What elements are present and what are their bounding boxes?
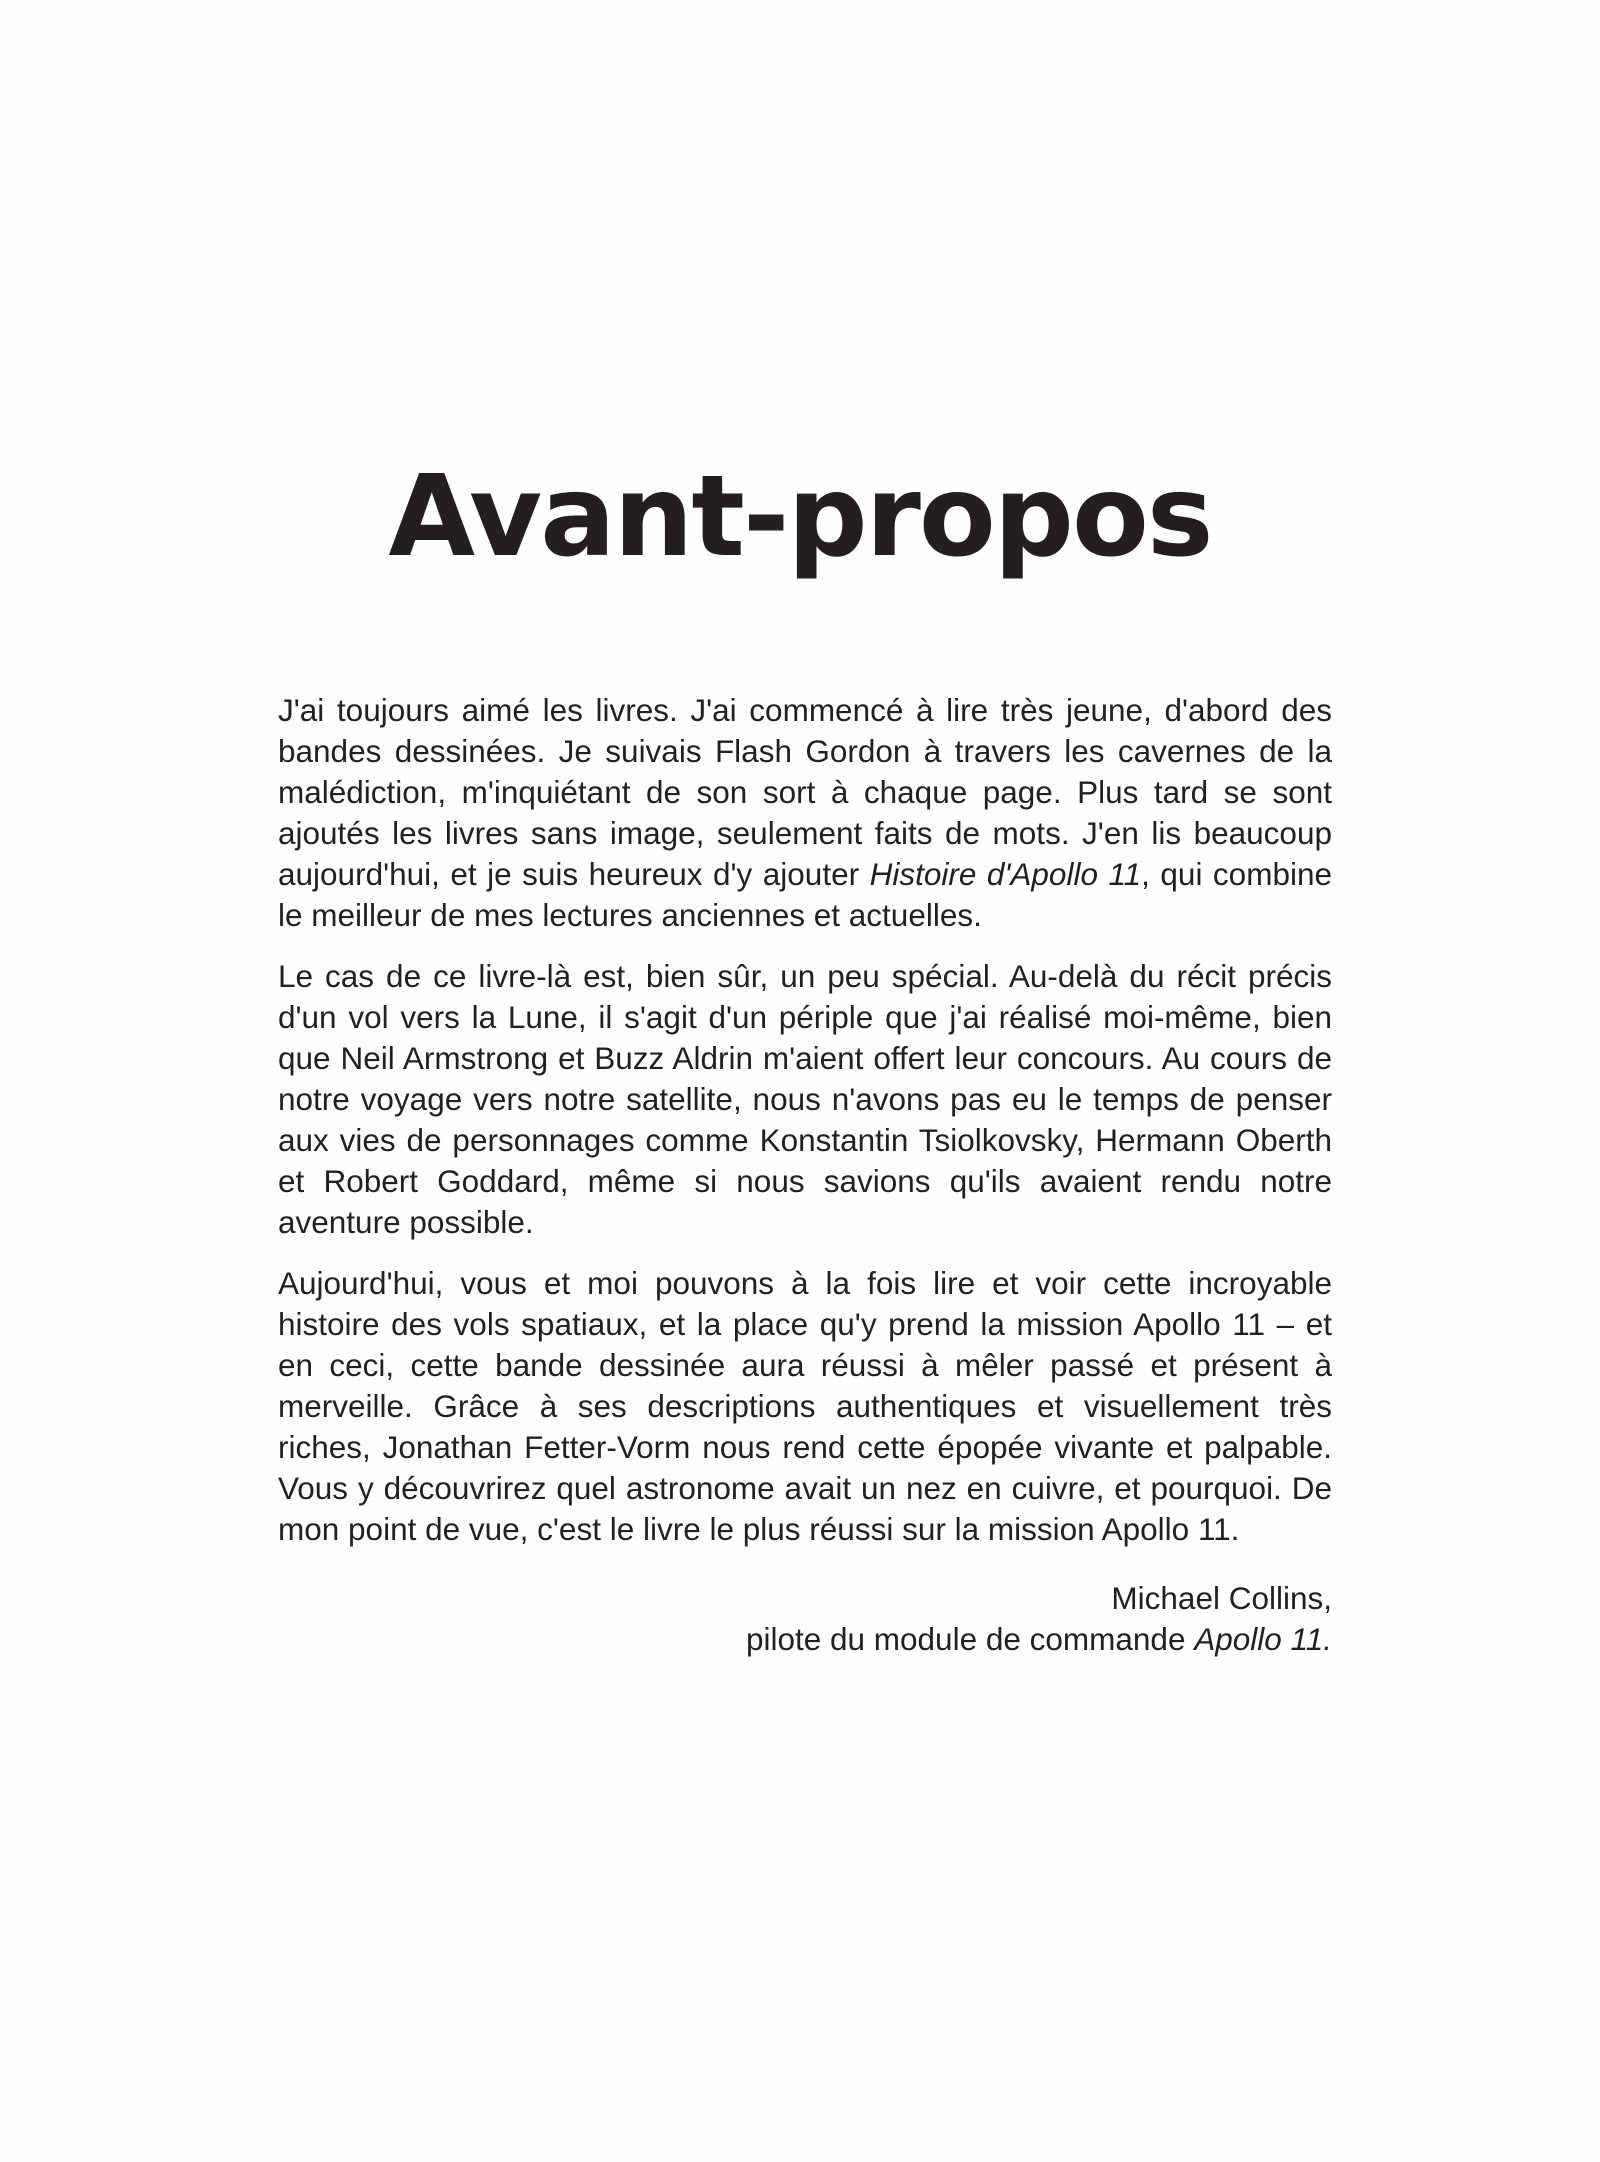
signature-role-text: pilote du module de commande bbox=[745, 1621, 1195, 1657]
book-title: Histoire d'Apollo 11 bbox=[869, 856, 1142, 892]
signature-name: Michael Collins, bbox=[1111, 1580, 1332, 1616]
signature bbox=[278, 1578, 1332, 1660]
paragraph-3: Aujourd'hui, vous et moi pouvons à la fois lire et voir cette incroyable histoire des vols spatiaux, et la place qu'y prend la mission Apollo 11 – et en ceci, cette bande dessinée aura réussi à mêler passé et présent à merveille. Grâce à ses descriptions authentiques et visuellement très riches, Jonathan Fetter-Vorm nous rend cette épopée vivante et palpable. Vous y découvrirez quel astronome avait un nez en cuivre, et pourquoi. De mon point de vue, c'est le livre le plus réussi sur la mission Apollo 11. bbox=[278, 1265, 1332, 1547]
page-title: Avant-propos bbox=[388, 452, 1212, 582]
paragraph-1-start: J'ai toujours aimé les livres. J'ai commencé à lire très jeune, d'abord des bandes dessinées. Je suivais Flash Gordon à travers les cavernes de la malédiction, m'inquiétant de son sort à chaque page. Plus tard se sont ajoutés les livres sans image, seulement faits de mots. J'en lis beaucoup aujourd'hui, et je suis heureux d'y ajouter bbox=[278, 692, 1332, 892]
paragraph-1 bbox=[278, 690, 1332, 936]
signature-mission: Apollo 11. bbox=[1194, 1621, 1332, 1657]
paragraph-2: Le cas de ce livre-là est, bien sûr, un peu spécial. Au-delà du récit précis d'un vol vers la Lune, il s'agit d'un périple que j'ai réalisé moi-même, bien que Neil Armstrong et Buzz Aldrin m'aient offert leur concours. Au cours de notre voyage vers notre satellite, nous n'avons pas eu le temps de penser aux vies de personnages comme Konstantin Tsiolkovsky, Hermann Oberth et Robert Goddard, même si nous savions qu'ils avaient rendu notre aventure possible. bbox=[278, 958, 1332, 1240]
foreword-body bbox=[278, 690, 1332, 1550]
paragraph-1-end: , qui combine le meilleur de mes lectures anciennes et actuelles. bbox=[278, 856, 1332, 933]
signature-role bbox=[278, 1619, 1332, 1660]
